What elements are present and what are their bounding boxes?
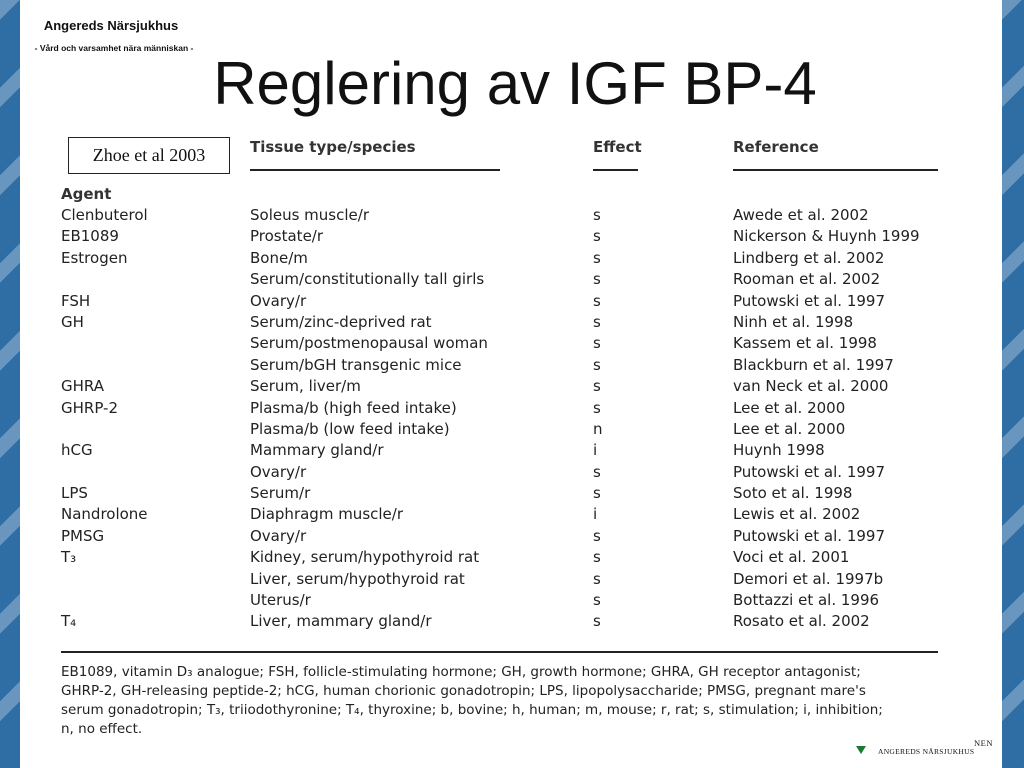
slide-title: Reglering av IGF BP-4 xyxy=(213,50,817,117)
effect-cell: n xyxy=(593,419,603,438)
agent-cell: PMSG xyxy=(61,526,105,545)
agent-cell: LPS xyxy=(61,484,88,503)
effect-cell: s xyxy=(593,548,601,567)
effect-cell: s xyxy=(593,270,601,289)
agent-cell: hCG xyxy=(61,441,93,460)
header-rule-reference xyxy=(733,169,938,171)
header-rule-tissue xyxy=(250,169,500,171)
reference-cell: Putowski et al. 1997 xyxy=(733,462,885,481)
column-header-tissue: Tissue type/species xyxy=(250,138,416,156)
table-row xyxy=(0,462,1000,483)
tissue-cell: Serum/bGH transgenic mice xyxy=(250,355,462,374)
reference-cell: Lindberg et al. 2002 xyxy=(733,248,885,267)
footer-arrow-icon xyxy=(856,746,866,754)
tissue-cell: Serum/postmenopausal woman xyxy=(250,334,488,353)
agent-cell: T₄ xyxy=(61,612,77,631)
tissue-cell: Serum/r xyxy=(250,484,311,503)
reference-cell: Awede et al. 2002 xyxy=(733,206,869,224)
tissue-cell: Plasma/b (high feed intake) xyxy=(250,398,457,417)
tissue-cell: Uterus/r xyxy=(250,591,311,610)
reference-cell: Lee et al. 2000 xyxy=(733,419,846,438)
reference-cell: Demori et al. 1997b xyxy=(733,569,884,588)
table-body xyxy=(0,205,1000,633)
table-row xyxy=(0,611,1000,632)
table-row xyxy=(0,569,1000,590)
footnote-line: EB1089, vitamin D₃ analogue; FSH, follicle-stimulating hormone; GH, growth hormone; GHRA, GH receptor antagonist; xyxy=(61,664,861,680)
tissue-cell: Serum, liver/m xyxy=(250,377,361,396)
reference-cell: Kassem et al. 1998 xyxy=(733,334,877,353)
citation-box: Zhoe et al 2003 xyxy=(68,137,230,174)
reference-cell: Rooman et al. 2002 xyxy=(733,270,881,289)
agent-cell: FSH xyxy=(61,291,91,310)
table-row xyxy=(0,355,1000,376)
tissue-cell: Bone/m xyxy=(250,248,308,267)
agent-cell: Nandrolone xyxy=(61,505,148,524)
reference-cell: Lee et al. 2000 xyxy=(733,398,846,417)
tissue-cell: Liver, mammary gland/r xyxy=(250,612,432,631)
tissue-cell: Kidney, serum/hypothyroid rat xyxy=(250,548,480,567)
agent-cell: GHRA xyxy=(61,377,104,396)
reference-cell: Bottazzi et al. 1996 xyxy=(733,591,880,610)
tissue-cell: Ovary/r xyxy=(250,291,307,310)
reference-cell: Lewis et al. 2002 xyxy=(733,505,861,524)
table-row xyxy=(0,547,1000,568)
table-row xyxy=(0,291,1000,312)
table-row xyxy=(0,269,1000,290)
effect-cell: s xyxy=(593,398,601,417)
effect-cell: s xyxy=(593,312,601,331)
tissue-cell: Serum/zinc-deprived rat xyxy=(250,312,432,331)
effect-cell: s xyxy=(593,355,601,374)
footer-logo-text: ANGEREDS NÄRSJUKHUS xyxy=(878,747,975,756)
table-row xyxy=(0,419,1000,440)
effect-cell: s xyxy=(593,462,601,481)
agent-cell: Estrogen xyxy=(61,248,128,267)
tissue-cell: Serum/constitutionally tall girls xyxy=(250,270,485,289)
table-row xyxy=(0,333,1000,354)
effect-cell: s xyxy=(593,227,601,246)
footer-corner-text: NEN xyxy=(974,738,993,748)
header-rule-effect xyxy=(593,169,638,171)
agent-cell: Clenbuterol xyxy=(61,206,148,224)
table-row xyxy=(0,483,1000,504)
abbreviations-footnote xyxy=(61,663,921,739)
hospital-name: Angereds Närsjukhus xyxy=(43,18,179,33)
tissue-cell: Soleus muscle/r xyxy=(250,206,369,224)
effect-cell: s xyxy=(593,248,601,267)
effect-cell: s xyxy=(593,591,601,610)
reference-cell: Huynh 1998 xyxy=(733,441,825,460)
effect-cell: s xyxy=(593,291,601,310)
effect-cell: s xyxy=(593,569,601,588)
column-header-effect: Effect xyxy=(593,138,642,156)
agent-cell: T₃ xyxy=(61,548,77,567)
agent-cell: EB1089 xyxy=(61,227,119,246)
tissue-cell: Prostate/r xyxy=(250,227,324,246)
effect-cell: i xyxy=(593,505,598,524)
table-row xyxy=(0,398,1000,419)
tissue-cell: Ovary/r xyxy=(250,462,307,481)
table-row xyxy=(0,440,1000,461)
reference-cell: Ninh et al. 1998 xyxy=(733,312,854,331)
reference-cell: Nickerson & Huynh 1999 xyxy=(733,227,920,246)
reference-cell: Blackburn et al. 1997 xyxy=(733,355,894,374)
column-header-agent: Agent xyxy=(61,185,112,203)
right-decorative-band xyxy=(1002,0,1024,768)
tissue-cell: Ovary/r xyxy=(250,526,307,545)
agent-cell: GHRP-2 xyxy=(61,398,118,417)
effect-cell: s xyxy=(593,334,601,353)
tissue-cell: Diaphragm muscle/r xyxy=(250,505,403,524)
effect-cell: s xyxy=(593,484,601,503)
table-row xyxy=(0,590,1000,611)
reference-cell: Putowski et al. 1997 xyxy=(733,291,885,310)
table-row xyxy=(0,312,1000,333)
effect-cell: s xyxy=(593,612,601,631)
effect-cell: s xyxy=(593,377,601,396)
reference-cell: Soto et al. 1998 xyxy=(733,484,853,503)
column-header-reference: Reference xyxy=(733,138,819,156)
tissue-cell: Plasma/b (low feed intake) xyxy=(250,419,450,438)
table-row xyxy=(0,226,1000,247)
reference-cell: Putowski et al. 1997 xyxy=(733,526,885,545)
footnote-line: n, no effect. xyxy=(61,721,143,737)
footnote-line: GHRP-2, GH-releasing peptide-2; hCG, human chorionic gonadotropin; LPS, lipopolysaccharide; PMSG, pregnant mare's xyxy=(61,683,866,699)
agent-cell: GH xyxy=(61,312,84,331)
table-row xyxy=(0,526,1000,547)
tissue-cell: Mammary gland/r xyxy=(250,441,384,460)
reference-cell: Rosato et al. 2002 xyxy=(733,612,870,631)
table-bottom-rule xyxy=(61,651,938,653)
table-row xyxy=(0,504,1000,525)
table-row xyxy=(0,248,1000,269)
effect-cell: s xyxy=(593,526,601,545)
footnote-line: serum gonadotropin; T₃, triiodothyronine; T₄, thyroxine; b, bovine; h, human; m, mouse; r, rat; s, stimulation; i, inhibition; xyxy=(61,702,883,718)
effect-cell: i xyxy=(593,441,598,460)
table-row xyxy=(0,205,1000,226)
tissue-cell: Liver, serum/hypothyroid rat xyxy=(250,569,465,588)
table-row xyxy=(0,376,1000,397)
reference-cell: van Neck et al. 2000 xyxy=(733,377,889,396)
effect-cell: s xyxy=(593,206,601,224)
hospital-tagline: - Vård och varsamhet nära människan - xyxy=(34,43,194,53)
reference-cell: Voci et al. 2001 xyxy=(733,548,850,567)
